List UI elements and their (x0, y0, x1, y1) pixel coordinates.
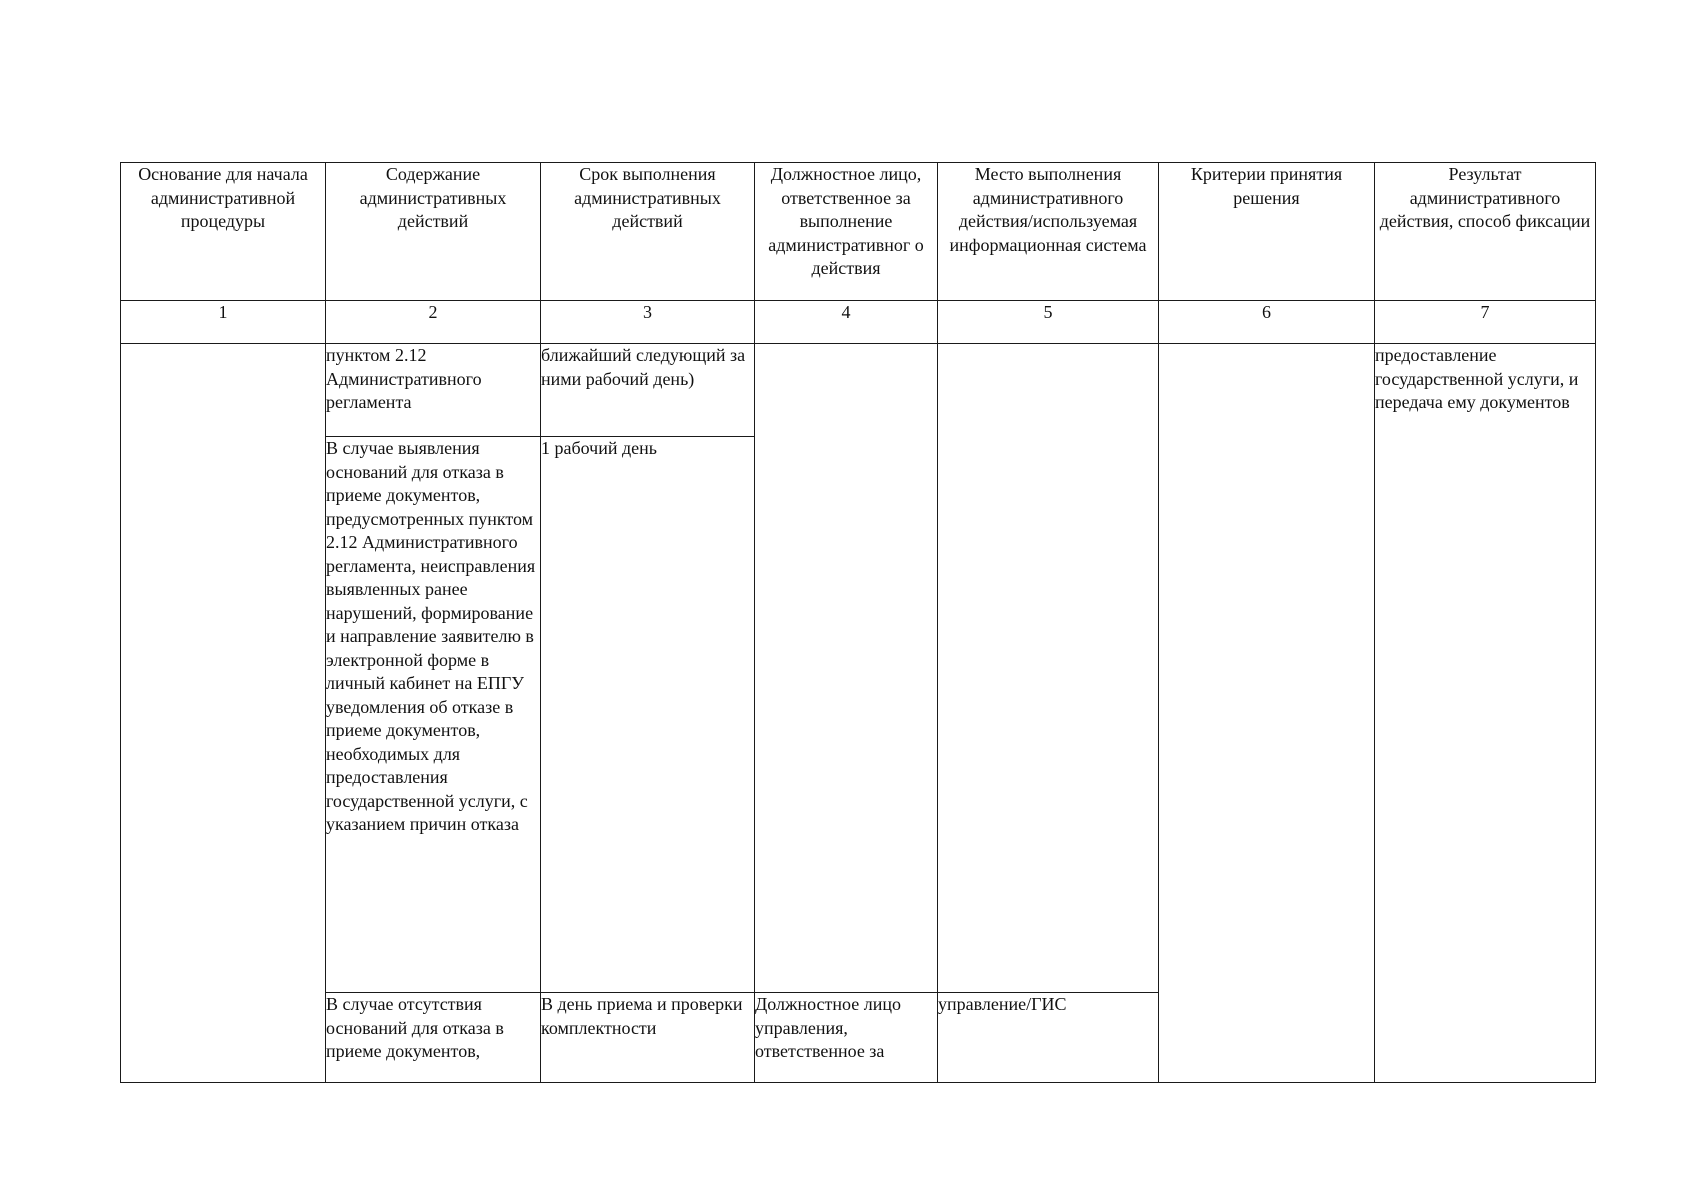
result-cell: предоставление государственной услуги, и передача ему документов (1375, 344, 1596, 1083)
header-cell-deadline: Срок выполнения административных действий (541, 163, 755, 301)
procedure-table (120, 162, 1596, 1083)
header-row (121, 163, 1596, 301)
criteria-cell (1159, 344, 1375, 1083)
column-number: 3 (541, 301, 755, 344)
header-cell-basis: Основание для начала административной процедуры (121, 163, 326, 301)
deadline-cell: ближайший следующий за ними рабочий день) (541, 344, 755, 437)
header-cell-official: Должностное лицо, ответственное за выполнение административног о действия (755, 163, 938, 301)
table-row (121, 344, 1596, 437)
header-cell-result: Результат административного действия, способ фиксации (1375, 163, 1596, 301)
place-cell: управление/ГИС (938, 993, 1159, 1083)
column-number: 7 (1375, 301, 1596, 344)
content-cell: В случае выявления оснований для отказа в приеме документов, предусмотренных пунктом 2.12 Административного регламента, неисправления выявленных ранее нарушений, формирование и направление заявителю в электронной форме в личный кабинет на ЕПГУ уведомления об отказе в приеме документов, необходимых для предоставления государственной услуги, с указанием причин отказа (326, 437, 541, 993)
deadline-cell: 1 рабочий день (541, 437, 755, 993)
column-number: 2 (326, 301, 541, 344)
header-cell-content: Содержание административных действий (326, 163, 541, 301)
column-number-row (121, 301, 1596, 344)
official-cell: Должностное лицо управления, ответственное за (755, 993, 938, 1083)
column-number: 5 (938, 301, 1159, 344)
column-number: 6 (1159, 301, 1375, 344)
header-cell-criteria: Критерии принятия решения (1159, 163, 1375, 301)
content-cell: пунктом 2.12 Административного регламента (326, 344, 541, 437)
basis-cell (121, 344, 326, 1083)
official-cell (755, 344, 938, 993)
column-number: 1 (121, 301, 326, 344)
header-cell-place: Место выполнения административного действия/используемая информационная система (938, 163, 1159, 301)
column-number: 4 (755, 301, 938, 344)
place-cell (938, 344, 1159, 993)
deadline-cell: В день приема и проверки комплектности (541, 993, 755, 1083)
content-cell: В случае отсутствия оснований для отказа в приеме документов, (326, 993, 541, 1083)
